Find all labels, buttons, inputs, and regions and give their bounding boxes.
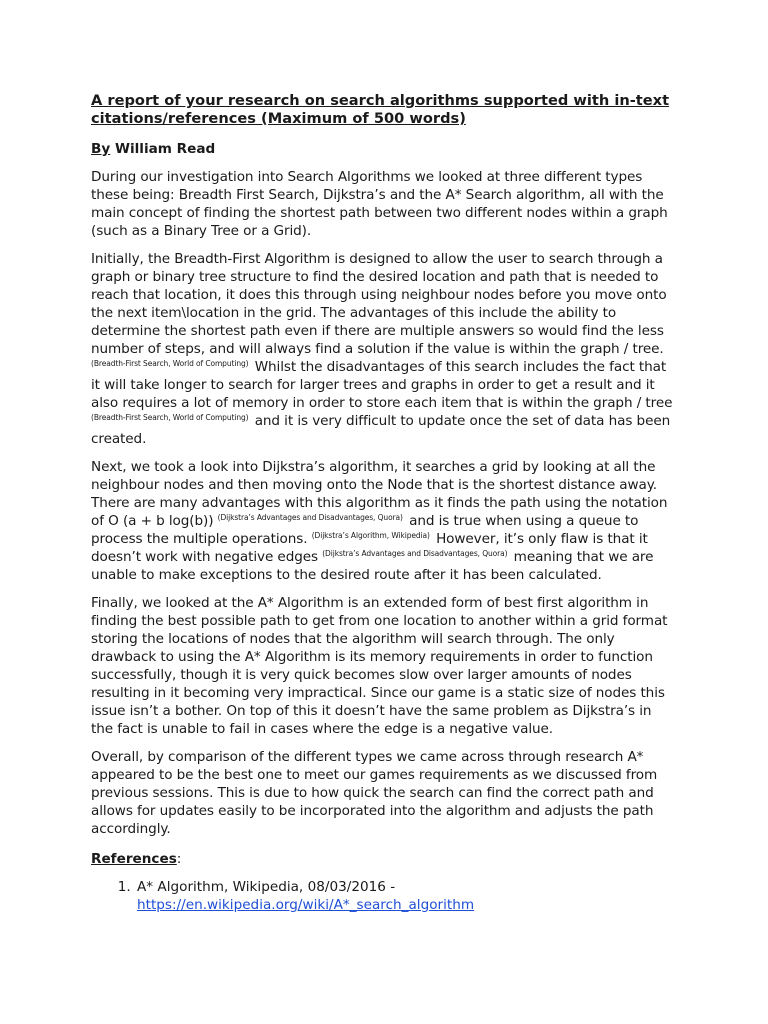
- citation: (Breadth-First Search, World of Computing): [91, 359, 249, 368]
- paragraph-text: and it is very difficult to update once the set of data has been created.: [91, 413, 671, 447]
- reference-link[interactable]: https://en.wikipedia.org/wiki/A*_search_algorithm: [137, 897, 475, 913]
- citation: (Breadth-First Search, World of Computing): [91, 413, 249, 422]
- references-heading: [91, 850, 675, 868]
- paragraph-text: meaning that we are unable to make exceptions to the desired route after it has been calculated.: [91, 549, 654, 583]
- references-list: [91, 878, 675, 914]
- document-title: A report of your research on search algorithms supported with in-text citations/references (Maximum of 500 words): [91, 92, 670, 127]
- paragraph-breadth-first: [91, 250, 675, 448]
- reference-text: A* Algorithm, Wikipedia, 08/03/2016 -: [137, 879, 396, 895]
- paragraph-text: However, it’s only flaw is that it doesn’t work with negative edges: [91, 531, 648, 565]
- document-page: [91, 92, 675, 914]
- citation: (Dijkstra’s Algorithm, Wikipedia): [311, 531, 430, 540]
- citation: (Dijkstra’s Advantages and Disadvantages, Quora): [322, 549, 508, 558]
- reference-item: [135, 878, 675, 914]
- paragraph-text: and is true when using a queue to process the multiple operations.: [91, 513, 639, 547]
- paragraph-a-star: Finally, we looked at the A* Algorithm is an extended form of best first algorithm in finding the best possible path to get from one location to another within a grid format storing the locations of nodes that the algorithm will search through. The only drawback to using the A* Algorithm is its memory requirements in order to function successfully, though it is very quick becomes slow over larger amounts of nodes resulting in it becoming very impractical. Since our game is a static size of nodes this issue isn’t a bother. On top of this it doesn’t have the same problem as Dijkstra’s in the fact is unable to fail in cases where the edge is a negative value.: [91, 595, 668, 737]
- paragraph-text: Next, we took a look into Dijkstra’s algorithm, it searches a grid by looking at all the neighbour nodes and then moving onto the Node that is the shortest distance away. There are many advantages with this algorithm as it finds the path using the notation of O (a + b log(b)): [91, 459, 668, 529]
- paragraph-dijkstra: [91, 458, 675, 584]
- byline-by: By: [91, 141, 111, 157]
- references-heading-colon: :: [176, 851, 182, 867]
- author-byline: [91, 140, 675, 158]
- paragraph-conclusion: Overall, by comparison of the different types we came across through research A* appeared to be the best one to meet our games requirements as we discussed from previous sessions. This is due to how quick the search can find the correct path and allows for updates easily to be incorporated into the algorithm and adjusts the path accordingly.: [91, 749, 658, 837]
- paragraph-text: Initially, the Breadth-First Algorithm is designed to allow the user to search through a graph or binary tree structure to find the desired location and path that is needed to reach that location, it does this through using neighbour nodes before you move onto the next item\location in the grid. The advantages of this include the ability to determine the shortest path even if there are multiple answers so would find the less number of steps, and will always find a solution if the value is within the graph / tree.: [91, 251, 667, 357]
- author-name: William Read: [110, 141, 216, 157]
- references-heading-label: References: [91, 851, 177, 867]
- paragraph-text: Whilst the disadvantages of this search includes the fact that it will take longer to search for larger trees and graphs in order to get a result and it also requires a lot of memory in order to store each item that is within the graph / tree: [91, 359, 673, 411]
- citation: (Dijkstra’s Advantages and Disadvantages, Quora): [217, 513, 403, 522]
- paragraph-intro: During our investigation into Search Algorithms we looked at three different types these being: Breadth First Search, Dijkstra’s and the A* Search algorithm, all with the main concept of finding the shortest path between two different nodes within a graph (such as a Binary Tree or a Grid).: [91, 169, 668, 239]
